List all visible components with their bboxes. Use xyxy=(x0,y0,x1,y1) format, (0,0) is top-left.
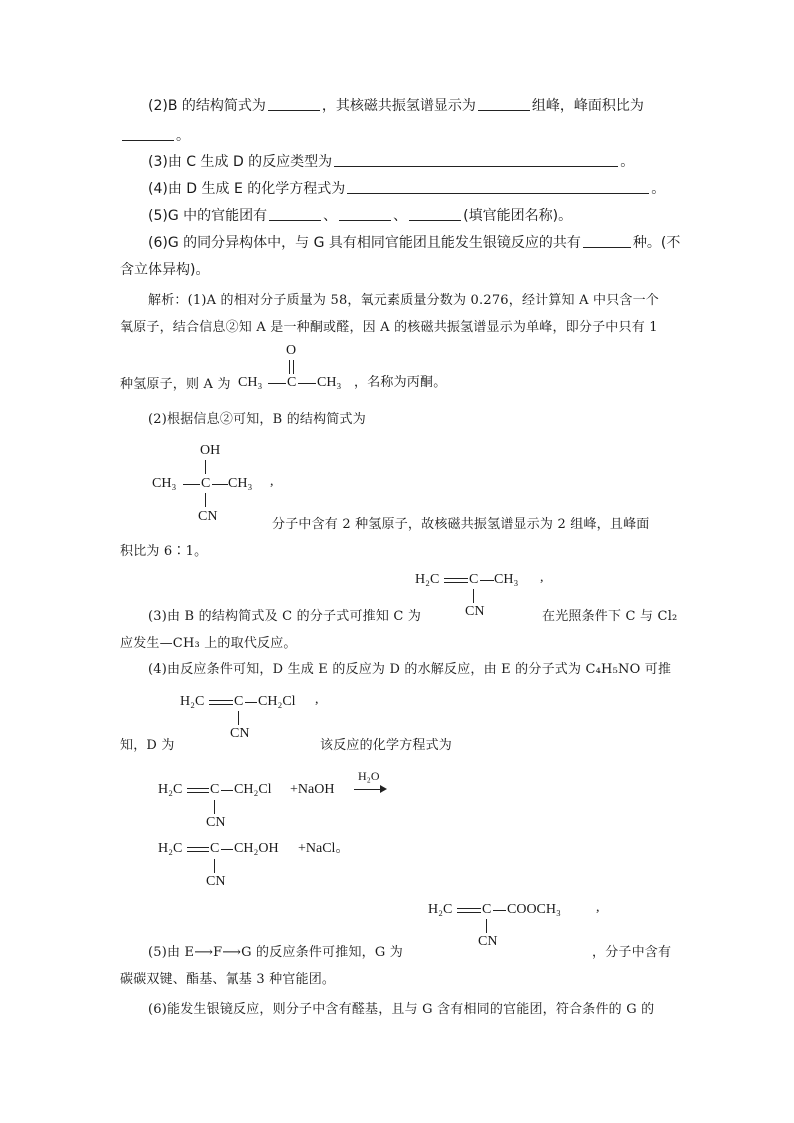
formula-group: CH₃ xyxy=(317,375,342,390)
question-2-line1 xyxy=(148,96,644,116)
formula-punct: , xyxy=(540,570,544,585)
formula-group: CN xyxy=(465,604,485,619)
single-bond-line xyxy=(298,383,316,384)
formula-punct: , xyxy=(596,900,600,915)
formula-reagent: +NaOH xyxy=(290,782,335,797)
question-text: ，其核磁共振氢谱显示为 xyxy=(321,98,476,114)
single-bond-line xyxy=(221,849,233,850)
answer-blank[interactable] xyxy=(347,179,649,194)
formula-atom: C xyxy=(234,694,244,709)
single-bond-line xyxy=(205,460,206,474)
single-bond-line xyxy=(268,383,286,384)
answer-blank[interactable] xyxy=(268,96,320,111)
single-bond-line xyxy=(214,859,215,873)
formula-group: CH₂Cl xyxy=(258,694,296,709)
single-bond-line xyxy=(473,589,474,603)
solution-2-line2: 分子中含有 2 种氢原子，故核磁共振氢谱显示为 2 组峰，且峰面 xyxy=(272,517,650,532)
formula-punct: , xyxy=(270,474,274,489)
formula-group: OH xyxy=(200,443,221,458)
question-text: 。 xyxy=(651,181,666,197)
formula-group: CH₃ xyxy=(152,476,177,491)
formula-punct: , xyxy=(315,692,319,707)
solution-3-line1b: 在光照条件下 C 与 Cl₂ xyxy=(542,609,678,624)
double-bond-line xyxy=(457,908,481,909)
double-bond-line xyxy=(289,360,290,374)
formula-group: CH₂Cl xyxy=(234,782,272,797)
question-text: 含立体异构)。 xyxy=(120,262,210,278)
question-text: 组峰，峰面积比为 xyxy=(531,98,644,114)
solution-6-line1: (6)能发生银镜反应，则分子中含有醛基，且与 G 含有相同的官能团，符合条件的 G 的 xyxy=(148,1002,655,1017)
question-5 xyxy=(148,206,572,226)
solution-1-line1: 解析：(1)A 的相对分子质量为 58，氧元素质量分数为 0.276，经计算知 A 中只含一个 xyxy=(148,293,660,308)
question-text: (6)G 的同分异构体中，与 G 具有相同官能团且能发生银镜反应的共有 xyxy=(148,235,581,251)
formula-group: CH₃ xyxy=(238,375,263,390)
question-2-line2 xyxy=(120,126,190,146)
formula-group: COOCH₃ xyxy=(507,902,561,917)
solution-5-line1a: (5)由 E⟶F⟶G 的反应条件可推知，G 为 xyxy=(148,945,403,960)
solution-4-line2b: 该反应的化学方程式为 xyxy=(320,738,453,753)
solution-1-line3a: 种氢原子，则 A 为 xyxy=(120,377,231,392)
separator: 、 xyxy=(393,208,408,224)
single-bond-line xyxy=(183,484,200,485)
question-text: (填官能团名称)。 xyxy=(463,208,573,224)
solution-2-line3: 积比为 6∶1。 xyxy=(120,544,208,559)
answer-blank[interactable] xyxy=(478,96,530,111)
question-3 xyxy=(148,152,634,172)
question-text: (2)B 的结构简式为 xyxy=(148,98,266,114)
double-bond-line xyxy=(457,912,481,913)
double-bond-line xyxy=(209,704,233,705)
formula-atom: C xyxy=(287,375,297,390)
formula-group: H₂C xyxy=(180,694,205,709)
reaction-arrow-head xyxy=(380,785,387,793)
formula-group: CH₃ xyxy=(494,572,519,587)
answer-blank[interactable] xyxy=(122,126,174,141)
double-bond-line xyxy=(187,788,209,789)
formula-group: CN xyxy=(206,874,226,889)
question-text: 。 xyxy=(620,154,635,170)
solution-1-line3b: ，名称为丙酮。 xyxy=(354,375,447,390)
answer-blank[interactable] xyxy=(339,206,391,221)
formula-group: H₂C xyxy=(428,902,453,917)
solution-4-line2a: 知，D 为 xyxy=(120,738,175,753)
double-bond-line xyxy=(187,851,209,852)
formula-group: H₂C xyxy=(415,572,440,587)
single-bond-line xyxy=(214,800,215,814)
formula-atom: C xyxy=(201,476,211,491)
formula-atom: C xyxy=(210,841,220,856)
solution-5-line1b: ，分子中含有 xyxy=(592,945,672,960)
answer-blank[interactable] xyxy=(334,152,618,167)
solution-2-line1: (2)根据信息②可知，B 的结构简式为 xyxy=(148,412,366,427)
formula-group: H₂C xyxy=(158,782,183,797)
question-6-line2 xyxy=(120,260,209,280)
question-6-line1 xyxy=(148,233,680,253)
formula-atom: C xyxy=(469,572,479,587)
double-bond-line xyxy=(209,700,233,701)
formula-group: CN xyxy=(206,815,226,830)
single-bond-line xyxy=(205,493,206,507)
answer-blank[interactable] xyxy=(583,233,631,248)
answer-blank[interactable] xyxy=(269,206,321,221)
question-text: 。 xyxy=(176,128,190,144)
formula-group: CN xyxy=(230,726,250,741)
arrow-label: H₂O xyxy=(358,769,380,783)
solution-3-line1a: (3)由 B 的结构简式及 C 的分子式可推知 C 为 xyxy=(148,609,422,624)
separator: 、 xyxy=(323,208,338,224)
question-4 xyxy=(148,179,665,199)
solution-5-line2: 碳碳双键、酯基、氰基 3 种官能团。 xyxy=(120,972,336,987)
single-bond-line xyxy=(486,919,487,933)
double-bond-line xyxy=(444,578,468,579)
formula-product: +NaCl。 xyxy=(298,841,350,856)
single-bond-line xyxy=(238,711,239,725)
formula-group: CN xyxy=(478,934,498,949)
formula-group: H₂C xyxy=(158,841,183,856)
double-bond-line xyxy=(293,360,294,374)
single-bond-line xyxy=(480,580,494,581)
double-bond-line xyxy=(187,792,209,793)
single-bond-line xyxy=(221,790,233,791)
question-text: (3)由 C 生成 D 的反应类型为 xyxy=(148,154,333,170)
formula-atom: O xyxy=(286,343,297,358)
formula-group: CH₂OH xyxy=(234,841,279,856)
reaction-arrow xyxy=(354,789,382,790)
single-bond-line xyxy=(493,910,506,911)
formula-atom: C xyxy=(210,782,220,797)
solution-1-line2: 氧原子，结合信息②知 A 是一种酮或醛，因 A 的核磁共振氢谱显示为单峰，即分子中只有 1 xyxy=(120,320,658,335)
question-text: 种。(不 xyxy=(632,235,681,251)
solution-3-line2: 应发生—CH₃ 上的取代反应。 xyxy=(120,636,297,651)
formula-group: CH₃ xyxy=(228,476,253,491)
solution-4-line1: (4)由反应条件可知，D 生成 E 的反应为 D 的水解反应，由 E 的分子式为 C₄H₅NO 可推 xyxy=(148,662,672,677)
formula-group: CN xyxy=(198,509,218,524)
question-text: (5)G 中的官能团有 xyxy=(148,208,268,224)
formula-atom: C xyxy=(482,902,492,917)
single-bond-line xyxy=(212,484,228,485)
question-text: (4)由 D 生成 E 的化学方程式为 xyxy=(148,181,346,197)
double-bond-line xyxy=(187,847,209,848)
answer-blank[interactable] xyxy=(409,206,461,221)
double-bond-line xyxy=(444,582,468,583)
single-bond-line xyxy=(245,702,257,703)
